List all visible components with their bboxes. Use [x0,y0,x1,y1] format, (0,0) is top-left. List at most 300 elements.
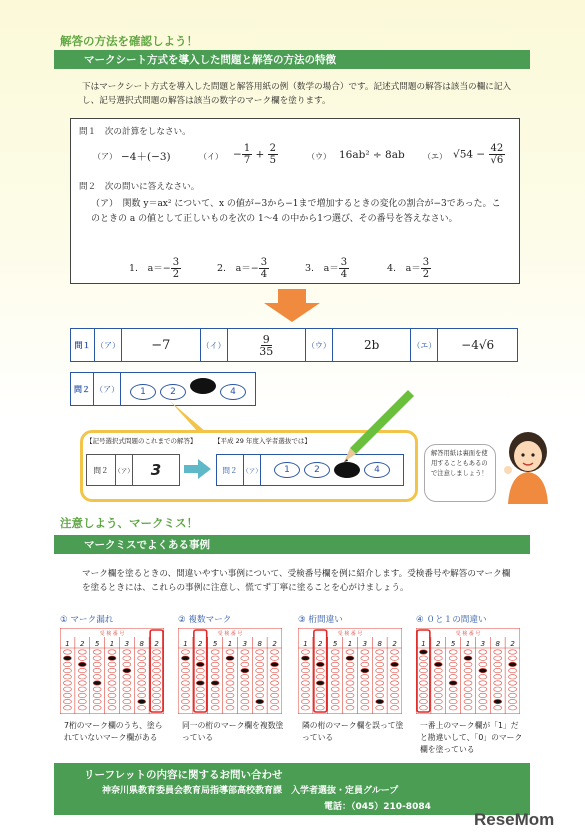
sheet-mark [138,668,146,672]
sheet-digit: 2 [80,640,85,648]
sheet-mark [316,706,324,710]
case1-caption: 7桁のマーク欄のうち、塗られていないマーク欄がある [64,721,163,742]
sheet-digit: 5 [332,640,338,648]
sheet-digit: 8 [257,640,262,648]
sheet-mark-filled [361,668,369,672]
sheet-mark [331,693,339,697]
sheet-mark [391,699,399,703]
sheet-mark [181,687,189,691]
sheet-mark [63,650,71,654]
sheet-digit: 3 [480,640,486,648]
sheet-mark [346,699,354,703]
sheet-mark [479,687,487,691]
sheet-mark [108,693,116,697]
sheet-header: 受 検 番 号 [217,631,243,637]
q2-label: 問２ 次の問いに答えなさい。 [79,182,200,192]
sheet-mark [181,675,189,679]
sheet-mark [419,706,427,710]
q1-item-a: −4＋(−3) [121,151,171,163]
sheet-mark [449,662,457,666]
sheet-mark [226,693,234,697]
sheet-mark [211,699,219,703]
sheet-mark [419,656,427,660]
sheet-digit: 5 [450,640,456,648]
sheet-mark [93,706,101,710]
sheet-mark [78,681,86,685]
sheet-mark [196,699,204,703]
mark-sheet-case1 [60,628,164,714]
sheet-mark [449,699,457,703]
sheet-mark [153,681,161,685]
sheet-mark [494,687,502,691]
answer-cell-a-label: （ア） [95,329,122,362]
sheet-mark [316,668,324,672]
sheet-digit: 8 [377,640,382,648]
bubble-2[interactable]: 2 [160,384,186,400]
sheet-mark [509,668,517,672]
sheet-mark [331,687,339,691]
sheet-mark [376,662,384,666]
sheet-header: 受 検 番 号 [455,631,481,637]
sheet-mark [108,699,116,703]
bubble-3-filled[interactable] [190,378,216,394]
sheet-mark-filled [256,699,264,703]
sheet-mark [376,706,384,710]
sheet-mark [449,693,457,697]
sheet-mark [331,675,339,679]
sheet-mark [93,656,101,660]
sheet-mark-filled [509,662,517,666]
answer-cell-d-label: （エ） [411,329,438,362]
sheet-mark [494,693,502,697]
sheet-mark-filled [138,699,146,703]
sheet-mark [211,656,219,660]
sheet-mark [211,662,219,666]
sheet-mark [434,693,442,697]
sheet-mark [256,650,264,654]
answer-sheet-q2 [70,372,256,406]
footer-contact [54,763,530,815]
sheet-mark [181,693,189,697]
sheet-mark [226,699,234,703]
sheet-mark [361,693,369,697]
sheet-mark [346,668,354,672]
q1-item-d: √54 − $\frac{42}{√6}$ [453,143,504,166]
sheet-mark [361,650,369,654]
old-answer-sub: （ア） [116,455,133,485]
answer-d: −4√6 [438,329,518,362]
sheet-mark [509,706,517,710]
sheet-digit: 1 [183,640,188,648]
new-bubble-4[interactable]: 4 [364,462,390,478]
sheet-mark [63,699,71,703]
sheet-mark [331,706,339,710]
sheet-mark [479,706,487,710]
sheet-mark [509,681,517,685]
sheet-mark [449,706,457,710]
sheet-digit: 2 [198,640,203,648]
sheet-mark [211,650,219,654]
new-bubble-2[interactable]: 2 [304,462,330,478]
sheet-mark [346,706,354,710]
q2-choices [129,251,489,279]
sheet-mark [271,650,279,654]
sheet-mark [434,675,442,679]
section2-bar: マークミスでよくある事例 [54,535,530,554]
sheet-mark [376,650,384,654]
sheet-mark [241,681,249,685]
sheet-mark [361,662,369,666]
sheet-mark [434,668,442,672]
sheet-mark-filled [241,668,249,672]
sheet-mark [464,662,472,666]
sheet-mark [153,650,161,654]
sheet-digit: 2 [154,640,159,648]
sheet-digit: 1 [347,640,353,648]
sheet-mark [196,675,204,679]
new-bubble-1[interactable]: 1 [274,462,300,478]
sheet-mark-filled [196,681,204,685]
sheet-mark [123,681,131,685]
sheet-mark [301,687,309,691]
sheet-mark [376,668,384,672]
sheet-mark [494,662,502,666]
sheet-mark [196,706,204,710]
sheet-mark [138,687,146,691]
mark-sheet-case3 [298,628,402,714]
sheet-mark [494,650,502,654]
sheet-mark [226,706,234,710]
sheet-mark [509,650,517,654]
sheet-mark-filled [316,681,324,685]
sheet-mark-filled [494,699,502,703]
sheet-mark [108,687,116,691]
answer-q2-cell-label: （ア） [94,373,121,406]
case3-title: ③ 桁間違い [298,615,343,625]
sheet-mark [123,662,131,666]
sheet-mark [434,656,442,660]
sheet-mark [196,650,204,654]
sheet-digit: 8 [139,640,144,648]
sheet-mark [494,675,502,679]
sheet-mark [434,699,442,703]
sheet-mark [196,693,204,697]
sheet-mark [509,656,517,660]
sheet-mark [301,681,309,685]
sheet-mark [108,706,116,710]
answer-b: $\frac{9}{35}$ [227,329,305,362]
sheet-mark [256,662,264,666]
sheet-header: 受 検 番 号 [99,631,125,637]
answer-q2-label: 問２ [71,373,94,406]
sheet-mark [391,650,399,654]
sheet-mark [226,675,234,679]
sheet-digit: 8 [495,640,500,648]
sheet-mark-filled [271,662,279,666]
sheet-mark [271,656,279,660]
sheet-mark [181,706,189,710]
answer-a: −7 [122,329,201,362]
sheet-mark [361,706,369,710]
sheet-mark [108,681,116,685]
sheet-mark [271,668,279,672]
sheet-mark-filled [123,668,131,672]
sheet-mark [241,687,249,691]
sheet-mark [196,656,204,660]
answer-q1-label: 問１ [71,329,95,362]
sheet-mark [361,687,369,691]
sheet-mark [494,656,502,660]
sheet-mark [301,706,309,710]
sheet-mark [376,693,384,697]
sheet-mark [271,681,279,685]
footer-title: リーフレットの内容に関するお問い合わせ [84,769,283,781]
sheet-mark [256,693,264,697]
sheet-mark [256,668,264,672]
sheet-mark [211,687,219,691]
case2-caption: 同一の桁のマーク欄を複数塗っている [182,721,284,742]
sheet-mark [419,662,427,666]
sheet-mark [241,699,249,703]
sheet-mark-filled [434,662,442,666]
sheet-mark [123,656,131,660]
sheet-mark [346,681,354,685]
q1-item-d-label: （エ） [423,152,447,161]
sheet-mark [316,675,324,679]
sheet-mark [494,681,502,685]
sheet-mark [449,675,457,679]
sheet-mark [419,687,427,691]
sheet-mark [226,687,234,691]
sheet-mark [181,699,189,703]
sheet-mark [391,656,399,660]
sheet-mark [464,650,472,654]
sheet-digit: 1 [303,640,308,648]
sheet-mark [479,662,487,666]
sheet-mark-filled [93,681,101,685]
sheet-mark [226,668,234,672]
sheet-mark [419,699,427,703]
speech-bubble: 解答用紙は裏面を使用することもあるので注意しましょう！ [424,444,496,502]
sheet-mark [63,706,71,710]
bubble-1[interactable]: 1 [130,384,156,400]
sheet-mark [449,668,457,672]
case4-caption: 一番上のマーク欄が「1」だと勘違いして、「0」のマーク欄を塗っている [420,721,523,754]
sheet-mark [138,706,146,710]
sheet-mark [256,687,264,691]
new-answer-sub: （ア） [244,455,261,485]
new-answer-q: 問２ [217,455,244,485]
sheet-mark [78,687,86,691]
sheet-mark [316,656,324,660]
sheet-mark [153,662,161,666]
sheet-mark [419,693,427,697]
sheet-mark [419,681,427,685]
sheet-mark [301,675,309,679]
mark-sheet-svg [60,628,164,714]
sheet-mark [108,675,116,679]
old-answer-value: 3 [150,461,162,479]
sheet-mark [256,675,264,679]
old-answer-box [86,454,180,486]
callout-pointer [168,401,208,433]
sheet-mark [63,668,71,672]
sheet-mark [301,650,309,654]
section1-bar: マークシート方式を導入した問題と解答の方法の特徴 [54,50,530,69]
sheet-mark [226,681,234,685]
sheet-mark-filled [63,656,71,660]
q1-item-c: 16ab² ÷ 8ab [339,149,405,161]
sheet-mark [211,706,219,710]
problem-box [70,118,520,284]
sheet-mark [346,675,354,679]
sheet-digit: 2 [510,640,515,648]
sheet-mark [391,706,399,710]
sheet-mark [331,668,339,672]
right-arrow-icon [184,459,212,479]
sheet-mark [346,687,354,691]
sheet-mark [138,681,146,685]
case3-caption: 隣の桁のマーク欄を誤って塗っている [302,721,404,742]
sheet-mark [123,699,131,703]
choice-3: 3. a＝ $\frac{3}{4}$ [305,257,348,280]
choice-4: 4. a＝ $\frac{3}{2}$ [387,257,430,280]
case1-title: ① マーク漏れ [60,615,114,625]
sheet-mark [434,687,442,691]
bubble-4[interactable]: 4 [220,384,246,400]
sheet-mark [346,693,354,697]
sheet-mark [256,681,264,685]
sheet-digit: 1 [65,640,70,648]
sheet-mark [391,687,399,691]
sheet-mark [63,687,71,691]
sheet-mark [196,668,204,672]
sheet-header: 受 検 番 号 [337,631,363,637]
sheet-mark [63,693,71,697]
sheet-mark [464,687,472,691]
sheet-mark [361,675,369,679]
sheet-mark [464,681,472,685]
sheet-mark [464,693,472,697]
sheet-mark-filled [226,656,234,660]
sheet-mark-filled [196,662,204,666]
sheet-mark [123,675,131,679]
mark-sheet-svg [178,628,282,714]
sheet-mark [479,681,487,685]
sheet-mark [181,650,189,654]
sheet-mark [391,693,399,697]
sheet-mark [494,706,502,710]
sheet-mark [316,699,324,703]
sheet-digit: 3 [242,640,248,648]
sheet-mark [509,699,517,703]
answer-cell-b-label: （イ） [200,329,227,362]
sheet-mark [464,699,472,703]
sheet-mark [63,681,71,685]
sheet-mark [301,662,309,666]
sheet-digit: 5 [212,640,218,648]
sheet-mark [271,706,279,710]
sheet-mark [241,650,249,654]
footer-phone: 電話：（045）210-8084 [324,802,431,812]
sheet-mark [479,675,487,679]
sheet-mark [376,681,384,685]
section1-heading: 解答の方法を確認しよう！ [60,34,198,48]
sheet-mark [391,681,399,685]
sheet-mark [479,656,487,660]
sheet-mark [181,668,189,672]
new-method-title: 【平成 29 年度入学者選抜では】 [214,437,311,445]
sheet-mark [256,656,264,660]
sheet-mark [153,675,161,679]
q1-item-b: − $\frac{1}{7}$ + $\frac{2}{5}$ [233,143,277,166]
sheet-mark-filled [419,650,427,654]
sheet-mark [138,662,146,666]
sheet-digit: 2 [436,640,441,648]
sheet-mark [153,699,161,703]
sheet-mark [226,650,234,654]
sheet-mark [241,693,249,697]
sheet-mark [93,675,101,679]
sheet-mark [331,699,339,703]
sheet-mark [449,650,457,654]
sheet-mark [271,687,279,691]
sheet-mark [153,706,161,710]
sheet-mark [346,650,354,654]
q1-item-a-label: （ア） [93,152,117,161]
down-arrow-icon [262,289,322,323]
sheet-mark [346,662,354,666]
sheet-mark [241,656,249,660]
q1-item-c-label: （ウ） [307,152,331,161]
student-illustration-icon [498,428,558,504]
sheet-mark [138,675,146,679]
sheet-mark [464,706,472,710]
sheet-mark [181,681,189,685]
section1-intro: 下はマークシート方式を導入した問題と解答用紙の例（数学の場合）です。記述式問題の解答は該当の欄に記入し、記号選択式問題の解答は該当の数字のマーク欄を塗ります。 [82,82,512,106]
sheet-digit: 1 [465,640,471,648]
sheet-mark [376,656,384,660]
sheet-mark [93,699,101,703]
sheet-mark [509,687,517,691]
sheet-mark [331,650,339,654]
sheet-mark [138,693,146,697]
sheet-mark [138,650,146,654]
sheet-mark [108,650,116,654]
sheet-mark [241,675,249,679]
sheet-mark [93,687,101,691]
sheet-mark [93,650,101,654]
sheet-mark [78,656,86,660]
sheet-mark [256,706,264,710]
sheet-mark [391,675,399,679]
sheet-mark [494,668,502,672]
sheet-mark [464,675,472,679]
choice-2: 2. a＝− $\frac{3}{4}$ [217,257,268,280]
sheet-mark [449,687,457,691]
sheet-digit: 1 [109,640,115,648]
sheet-mark [434,681,442,685]
old-answer-q: 問２ [87,455,116,485]
sheet-mark-filled [449,681,457,685]
sheet-mark [479,699,487,703]
sheet-mark-filled [316,662,324,666]
sheet-mark [391,668,399,672]
sheet-mark [78,706,86,710]
sheet-mark [78,699,86,703]
sheet-mark [419,668,427,672]
sheet-mark [301,693,309,697]
